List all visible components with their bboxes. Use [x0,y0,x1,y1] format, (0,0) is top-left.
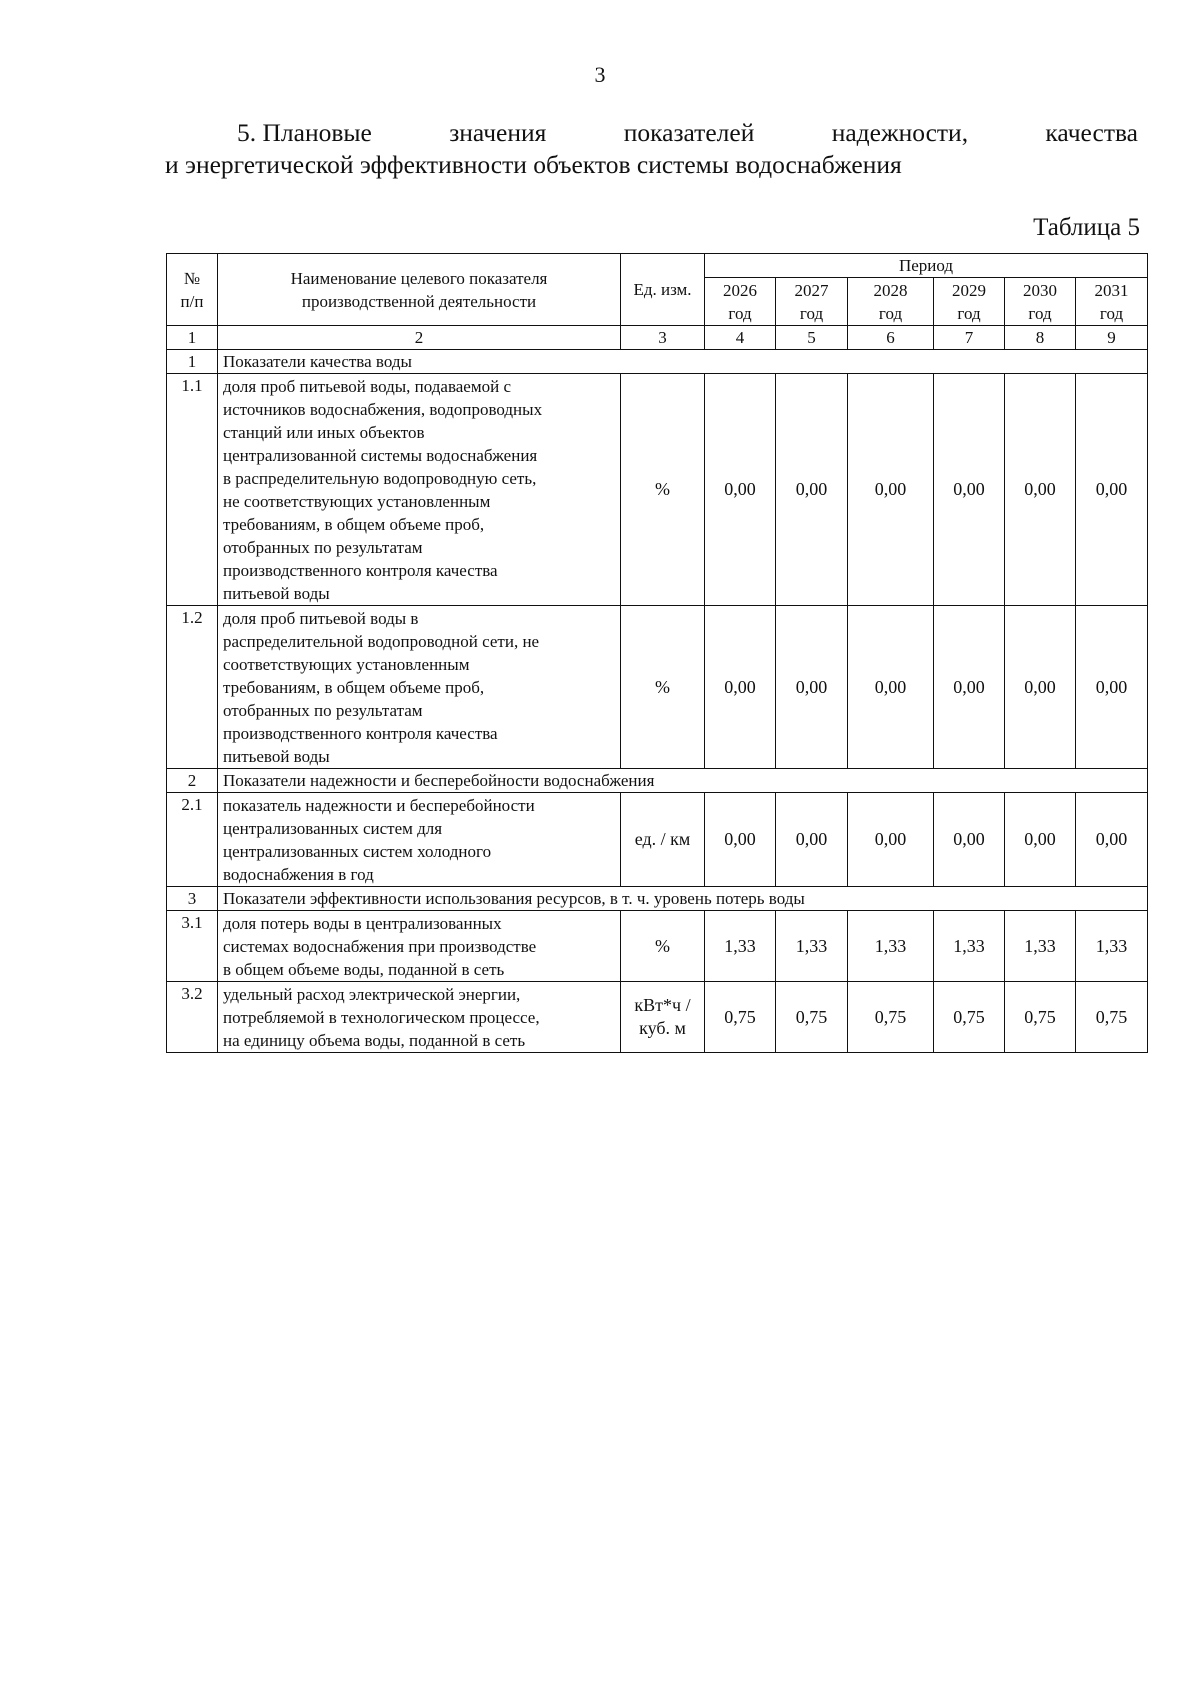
value-cell: 0,00 [776,606,848,769]
column-number: 3 [621,326,705,350]
indicator-name-line: в общем объеме воды, поданной в сеть [223,960,505,979]
value-cell: 0,75 [1076,982,1148,1053]
header-year-value: 2031 [1094,280,1129,300]
indicator-name-line: соответствующих установленным [223,655,470,674]
section-row [167,769,1148,793]
header-name-line1: Наименование целевого показателя [290,268,548,288]
value-cell: 0,00 [934,793,1005,887]
indicator-name-line: требованиям, в общем объеме проб, [223,678,485,697]
row-number: 3.2 [167,982,218,1053]
indicator-name-line: на единицу объема воды, поданной в сеть [223,1031,526,1050]
value-cell: 0,75 [776,982,848,1053]
section-number: 3 [167,887,218,911]
value-cell: 0,00 [1005,374,1076,606]
header-year [848,278,934,326]
value-cell: 0,00 [934,606,1005,769]
value-cell: 0,00 [848,374,934,606]
header-year [1005,278,1076,326]
value-cell: 0,00 [1076,374,1148,606]
value-cell: 0,00 [848,606,934,769]
value-cell: 0,00 [848,793,934,887]
heading-word: надежности, [831,118,969,147]
header-number [167,254,218,326]
column-number: 9 [1076,326,1148,350]
header-year [934,278,1005,326]
header-name [218,254,621,326]
header-year-suffix: год [878,303,903,323]
section-number: 2 [167,769,218,793]
indicator-name-line: потребляемой в технологическом процессе, [223,1008,540,1027]
indicator-name-line: источников водоснабжения, водопроводных [223,400,543,419]
value-cell: 1,33 [934,911,1005,982]
header-year-value: 2026 [723,280,757,300]
value-cell: 0,00 [705,606,776,769]
section-number: 1 [167,350,218,374]
value-cell: 1,33 [848,911,934,982]
table-row [167,982,1148,1053]
indicator-name-line: водоснабжения в год [223,865,374,884]
value-cell: 0,00 [1005,606,1076,769]
indicator-name-line: показатель надежности и бесперебойности [223,796,535,815]
section-heading-line2: и энергетической эффективности объектов системы водоснабжения [165,150,902,179]
indicator-name-line: доля проб питьевой воды, подаваемой с [223,377,511,396]
header-year-suffix: год [957,303,981,323]
section-title: Показатели надежности и бесперебойности водоснабжения [218,769,1148,793]
indicator-name-line: требованиям, в общем объеме проб, [223,515,485,534]
indicator-name-line: централизованной системы водоснабжения [223,446,538,465]
value-cell: 0,00 [776,793,848,887]
row-number: 3.1 [167,911,218,982]
section-title: Показатели качества воды [218,350,1148,374]
table-caption: Таблица 5 [1033,214,1140,241]
indicator-name-line: отобранных по результатам [223,701,423,720]
section-row [167,887,1148,911]
column-number: 4 [705,326,776,350]
value-cell: 1,33 [776,911,848,982]
value-cell: 0,00 [1005,793,1076,887]
unit-line: кВт*ч / [634,995,691,1015]
value-cell: 0,75 [934,982,1005,1053]
column-number: 7 [934,326,1005,350]
table-row [167,606,1148,769]
indicator-name-line: питьевой воды [223,584,330,603]
indicator-name-line: питьевой воды [223,747,330,766]
heading-word: качества [1045,118,1138,147]
indicator-name-line: централизованных систем для [223,819,443,838]
header-year [776,278,848,326]
header-unit: Ед. изм. [621,254,705,326]
value-cell: 0,00 [705,374,776,606]
table-row [167,793,1148,887]
value-cell: 0,00 [1076,793,1148,887]
indicator-name-line: производственного контроля качества [223,724,498,743]
indicator-name-line: системах водоснабжения при производстве [223,937,537,956]
value-cell: 0,00 [934,374,1005,606]
indicator-name-line: распределительной водопроводной сети, не [223,632,540,651]
table-row [167,911,1148,982]
column-number: 1 [167,326,218,350]
header-year [1076,278,1148,326]
value-cell: 1,33 [1076,911,1148,982]
indicator-name-line: станций или иных объектов [223,423,425,442]
header-year-suffix: год [1099,303,1124,323]
indicator-name [218,374,621,606]
value-cell: 0,75 [848,982,934,1053]
page-number: 3 [594,62,606,87]
heading-word: значения [449,118,547,147]
column-number: 8 [1005,326,1076,350]
unit-cell: % [621,374,705,606]
indicator-name-line: доля потерь воды в централизованных [223,914,502,933]
heading-word: показателей [623,118,755,147]
value-cell: 0,75 [1005,982,1076,1053]
indicator-name-line: в распределительную водопроводную сеть, [223,469,537,488]
indicator-name-line: удельный расход электрической энергии, [223,985,521,1004]
header-period: Период [705,254,1148,278]
header-year-value: 2030 [1023,280,1057,300]
indicator-name-line: отобранных по результатам [223,538,423,557]
section-row [167,350,1148,374]
heading-word: 5. Плановые [237,118,372,147]
value-cell: 0,00 [1076,606,1148,769]
section-title: Показатели эффективности использования ресурсов, в т. ч. уровень потерь воды [218,887,1148,911]
value-cell: 0,00 [705,793,776,887]
unit-cell: % [621,911,705,982]
header-year-value: 2028 [873,280,908,300]
value-cell: 0,75 [705,982,776,1053]
indicators-table [166,253,1148,1053]
indicator-name [218,606,621,769]
header-number-line2: п/п [180,291,204,311]
row-number: 1.2 [167,606,218,769]
row-number: 2.1 [167,793,218,887]
unit-cell [621,982,705,1053]
indicator-name [218,911,621,982]
header-number-line1: № [183,268,201,288]
column-number: 6 [848,326,934,350]
header-year [705,278,776,326]
value-cell: 0,00 [776,374,848,606]
unit-line: куб. м [639,1018,686,1038]
indicator-name-line: централизованных систем холодного [223,842,492,861]
unit-cell: ед. / км [621,793,705,887]
header-year-suffix: год [799,303,824,323]
value-cell: 1,33 [1005,911,1076,982]
column-number: 5 [776,326,848,350]
row-number: 1.1 [167,374,218,606]
table-row [167,374,1148,606]
value-cell: 1,33 [705,911,776,982]
header-name-line2: производственной деятельности [301,291,537,311]
column-number: 2 [218,326,621,350]
header-year-suffix: год [728,303,752,323]
section-heading [165,118,1138,148]
header-year-value: 2027 [794,280,829,300]
unit-cell: % [621,606,705,769]
indicator-name [218,982,621,1053]
indicator-name [218,793,621,887]
header-year-suffix: год [1028,303,1052,323]
indicator-name-line: производственного контроля качества [223,561,498,580]
indicator-name-line: не соответствующих установленным [223,492,491,511]
header-year-value: 2029 [952,280,986,300]
indicator-name-line: доля проб питьевой воды в [223,609,419,628]
